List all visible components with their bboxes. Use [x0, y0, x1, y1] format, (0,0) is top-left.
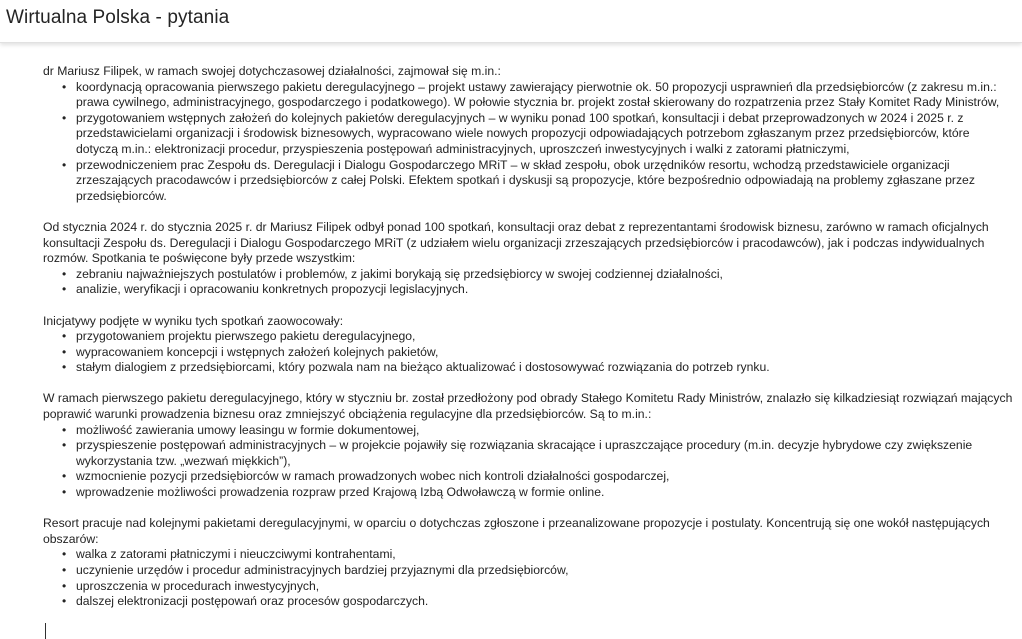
document-title: Wirtualna Polska - pytania: [6, 7, 230, 28]
list-item: • analizie, weryfikacji i opracowaniu konkretnych propozycji legislacyjnych.: [43, 282, 1013, 298]
list-item: • walka z zatorami płatniczymi i nieuczciwymi kontrahentami,: [43, 547, 1013, 563]
list-item: • koordynacją opracowania pierwszego pakietu deregulacyjnego – projekt ustawy zawierający pierwotnie ok. 50 propozycji usprawnień dla przedsiębiorców (z zakresu m.in.: prawa cywilnego, administracyjnego, gospodarczego i podatkowego). W połowie stycznia br. projekt został skierowany do rozpatrzenia przez Stały Komitet Rady Ministrów,: [43, 80, 1013, 111]
bullet-list: [43, 80, 1013, 205]
list-item: • stałym dialogiem z przedsiębiorcami, który pozwala nam na bieżąco aktualizować i dostosowywać rozwiązania do potrzeb rynku.: [43, 360, 1013, 376]
list-item: • wprowadzenie możliwości prowadzenia rozpraw przed Krajową Izbą Odwoławczą w formie online.: [43, 485, 1013, 501]
list-item: • możliwość zawierania umowy leasingu w formie dokumentowej,: [43, 423, 1013, 439]
text-cursor: [45, 623, 46, 639]
bullet-list: [43, 547, 1013, 609]
list-item: • przygotowaniem projektu pierwszego pakietu deregulacyjnego,: [43, 329, 1013, 345]
bullet-list: [43, 423, 1013, 501]
list-item: • dalszej elektronizacji postępowań oraz procesów gospodarczych.: [43, 594, 1013, 610]
document-body[interactable]: [43, 64, 1013, 610]
app-header: [0, 0, 1022, 43]
list-item: • uproszczenia w procedurach inwestycyjnych,: [43, 579, 1013, 595]
list-item: • przewodniczeniem prac Zespołu ds. Deregulacji i Dialogu Gospodarczego MRiT – w skład zespołu, obok urzędników resortu, wchodzą przedstawiciele organizacji zrzeszających pracodawców i przedsiębiorców z całej Polski. Efektem spotkań i dyskusji są propozycje, które bezpośrednio odpowiadają na problemy zgłaszane przez przedsiębiorców.: [43, 158, 1013, 205]
section-intro: Resort pracuje nad kolejnymi pakietami deregulacyjnymi, w oparciu o dotychczas zgłoszone i przeanalizowane propozycje i postulaty. Koncentrują się one wokół następujących obszarów:: [43, 516, 990, 546]
list-item: • wypracowaniem koncepcji i wstępnych założeń kolejnych pakietów,: [43, 345, 1013, 361]
section-intro: Inicjatywy podjęte w wyniku tych spotkań zaowocowały:: [43, 313, 344, 328]
section-intro: dr Mariusz Filipek, w ramach swojej dotychczasowej działalności, zajmował się m.in.:: [43, 64, 501, 78]
list-item: • uczynienie urzędów i procedur administracyjnych bardziej przyjaznymi dla przedsiębiorców,: [43, 563, 1013, 579]
list-item: • wzmocnienie pozycji przedsiębiorców w ramach prowadzonych wobec nich kontroli działalności gospodarczej,: [43, 469, 1013, 485]
section-intro: Od stycznia 2024 r. do stycznia 2025 r. dr Mariusz Filipek odbył ponad 100 spotkań, konsultacji oraz debat z reprezentantami środowisk biznesu, zarówno w ramach oficjalnych konsultacji Zespołu ds. Deregulacji i Dialogu Gospodarczego MRiT (z udziałem wielu organizacji zrzeszających przedsiębiorców i pracodawców), jak i podczas indywidualnych rozmów. Spotkania te poświęcone były przede wszystkim:: [43, 219, 989, 266]
list-item: • zebraniu najważniejszych postulatów i problemów, z jakimi borykają się przedsiębiorcy w swojej codziennej działalności,: [43, 267, 1013, 283]
list-item: • przyspieszenie postępowań administracyjnych – w projekcie pojawiły się rozwiązania skracające i upraszczające procedury (m.in. decyzje hybrydowe czy zwiększenie wykorzystania tzw. „wezwań miękkich”),: [43, 438, 1013, 469]
section-intro: W ramach pierwszego pakietu deregulacyjnego, który w styczniu br. został przedłożony pod obrady Stałego Komitetu Rady Ministrów, znalazło się kilkadziesiąt rozwiązań mających poprawić warunki prowadzenia biznesu oraz zmniejszyć obciążenia regulacyjne dla przedsiębiorców. Są to m.in.:: [43, 391, 1013, 422]
bullet-list: [43, 329, 1013, 376]
bullet-list: [43, 267, 1013, 298]
list-item: • przygotowaniem wstępnych założeń do kolejnych pakietów deregulacyjnych – w wyniku ponad 100 spotkań, konsultacji i debat przeprowadzonych w 2024 i 2025 r. z przedstawicielami organizacji i środowisk biznesowych, wypracowano wiele nowych propozycji odpowiadających potrzebom zgłaszanym przez przedsiębiorców, które dotyczą m.in.: elektronizacji procedur, przyspieszenia postępowań administracyjnych, uproszczeń inwestycyjnych i walki z zatorami płatniczymi,: [43, 111, 1013, 158]
